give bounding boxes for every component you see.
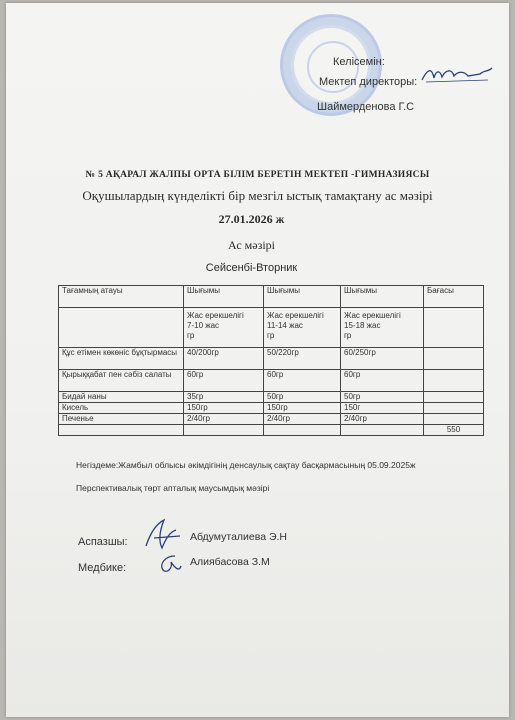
portion-cell: 50гр: [264, 392, 341, 403]
portion-cell: 60гр: [341, 370, 424, 392]
age-group-cell: Жас ерекшелігі 7-10 жас гр: [184, 308, 264, 348]
cook-signature: [140, 516, 186, 556]
perspective-note: Перспективалық төрт апталық маусымдық мәзірі: [76, 483, 270, 493]
dish-name: Печенье: [59, 414, 184, 425]
total-row: [59, 425, 484, 436]
cook-name: Абдумуталиева Э.Н: [190, 531, 288, 543]
table-row: [59, 414, 484, 425]
dish-name: Кисель: [59, 403, 184, 414]
header-cell: Тағамның атауы: [59, 286, 184, 308]
age-group-cell: Жас ерекшелігі 11-14 жас гр: [264, 308, 341, 348]
dish-name: Құс етімен көкөніс бұқтырмасы: [59, 348, 184, 370]
header-cell: Шығымы: [341, 286, 424, 308]
table-row: [59, 403, 484, 414]
portion-cell: 35гр: [184, 392, 264, 403]
dish-name: Қырыққабат пен сәбіз салаты: [59, 370, 184, 392]
approval-label: Келісемін:: [333, 56, 385, 68]
portion-cell: 40/200гр: [184, 348, 264, 370]
price-cell: [424, 370, 484, 392]
nurse-name: Алиябасова З.М: [190, 556, 270, 568]
empty-cell: [341, 425, 424, 436]
age-group-row: [59, 308, 484, 348]
empty-cell: [424, 308, 484, 348]
table-header-row: [59, 286, 484, 308]
total-price: 550: [424, 425, 484, 436]
price-cell: [424, 392, 484, 403]
portion-cell: 150гр: [184, 403, 264, 414]
portion-cell: 2/40гр: [264, 414, 341, 425]
portion-cell: 60/250гр: [341, 348, 424, 370]
director-signature: [418, 64, 496, 86]
header-cell: Шығымы: [264, 286, 341, 308]
portion-cell: 60гр: [184, 370, 264, 392]
approval-position: Мектеп директоры:: [319, 76, 418, 88]
price-cell: [424, 414, 484, 425]
portion-cell: 150г: [341, 403, 424, 414]
menu-table: [58, 285, 484, 436]
portion-cell: 2/40гр: [184, 414, 264, 425]
portion-cell: 150гр: [264, 403, 341, 414]
menu-days: Сейсенбі-Вторник: [205, 262, 298, 274]
approval-name: Шаймерденова Г.С: [317, 101, 415, 113]
table-row: [59, 348, 484, 370]
nurse-signature: [155, 552, 185, 576]
header-cell: Шығымы: [184, 286, 264, 308]
portion-cell: 50гр: [341, 392, 424, 403]
nurse-role: Медбике:: [78, 562, 127, 574]
dish-name: Бидай наны: [59, 392, 184, 403]
menu-date: 27.01.2026 ж: [218, 212, 285, 226]
header-cell: Бағасы: [424, 286, 484, 308]
table-row: [59, 392, 484, 403]
empty-cell: [264, 425, 341, 436]
portion-cell: 2/40гр: [341, 414, 424, 425]
table-row: [59, 370, 484, 392]
empty-cell: [184, 425, 264, 436]
price-cell: [424, 348, 484, 370]
basis-note: Негіздеме:Жамбыл облысы әкімдігінің денсаулық сақтау басқармасының 05.09.2025ж: [76, 460, 416, 470]
menu-subtitle: Ас мәзірі: [227, 238, 276, 252]
empty-cell: [59, 308, 184, 348]
menu-title: Оқушылардың күнделікті бір мезгіл ыстық тамақтану ас мәзірі: [82, 188, 433, 203]
portion-cell: 50/220гр: [264, 348, 341, 370]
empty-cell: [59, 425, 184, 436]
cook-role: Аспазшы:: [78, 536, 128, 548]
price-cell: [424, 403, 484, 414]
age-group-cell: Жас ерекшелігі 15-18 жас гр: [341, 308, 424, 348]
school-name: № 5 АҚАРАЛ ЖАЛПЫ ОРТА БІЛІМ БЕРЕТІН МЕКТЕП -ГИМНАЗИЯСЫ: [85, 170, 430, 180]
portion-cell: 60гр: [264, 370, 341, 392]
